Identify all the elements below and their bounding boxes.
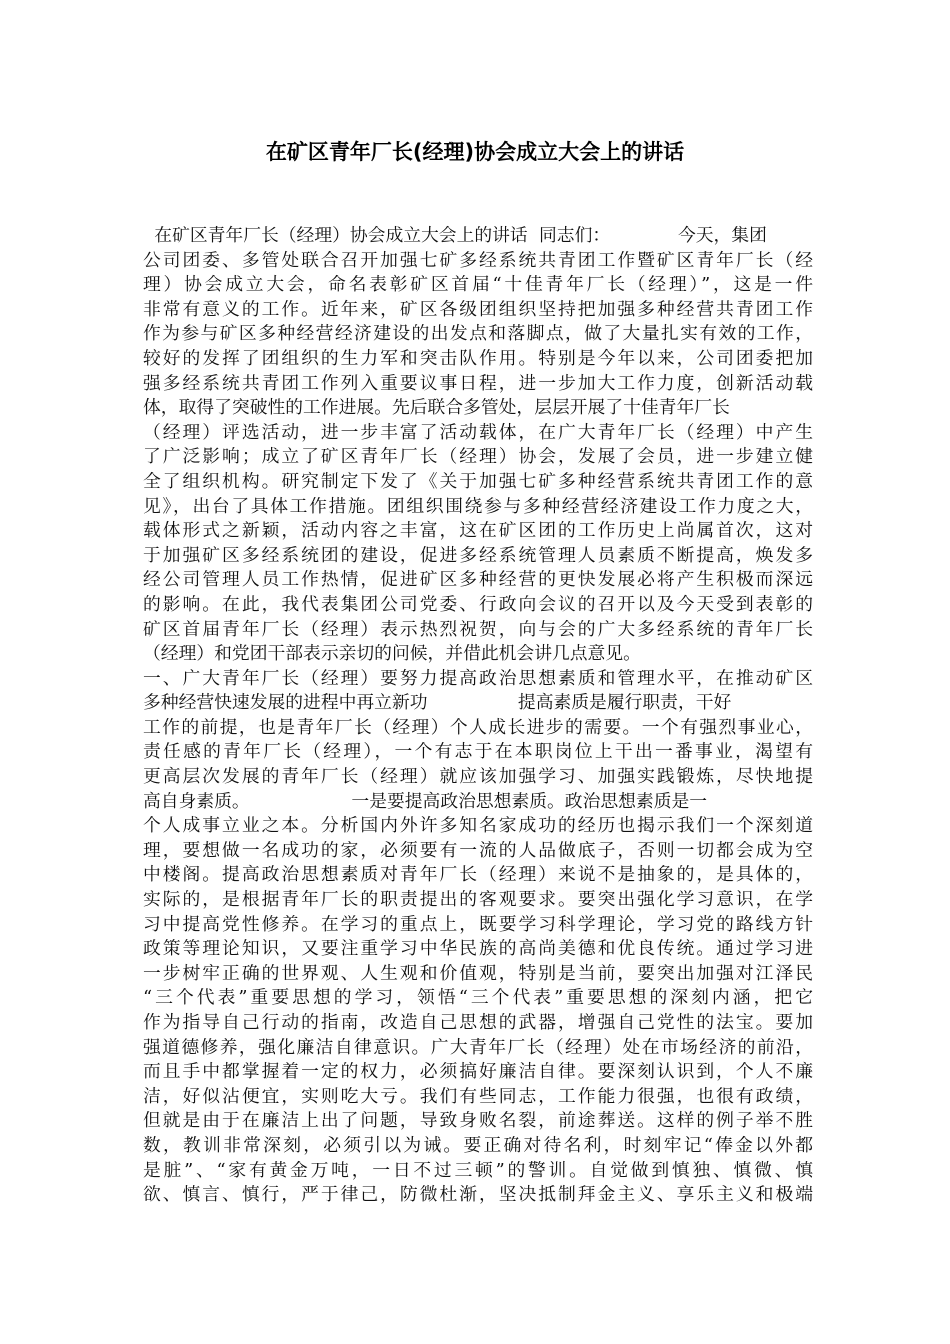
body-line: 理，要想做一名成功的家，必须要有一流的人品做底子，否则一切都会成为空 xyxy=(143,839,813,861)
body-line: 是脏”、“家有黄金万吨，一日不过三顿”的警训。自觉做到慎独、慎微、慎 xyxy=(143,1159,813,1181)
document-body xyxy=(143,224,813,1208)
body-line: 一步树牢正确的世界观、人生观和价值观，特别是当前，要突出加强对江泽民 xyxy=(143,962,813,984)
body-line: 习中提高党性修养。在学习的重点上，既要学习科学理论，学习党的路线方针 xyxy=(143,913,813,935)
body-line: 见》，出台了具体工作措施。团组织围绕参与多种经营经济建设工作力度之大， xyxy=(143,495,813,517)
body-line: 强多经系统共青团工作列入重要议事日程，进一步加大工作力度，创新活动载 xyxy=(143,372,813,394)
body-line: 经公司管理人员工作热情，促进矿区多种经营的更快发展必将产生积极而深远 xyxy=(143,569,813,591)
body-line: 了广泛影响；成立了矿区青年厂长（经理）协会，发展了会员，进一步建立健 xyxy=(143,446,813,468)
body-line: 作为参与矿区多种经营经济建设的出发点和落脚点，做了大量扎实有效的工作， xyxy=(143,323,813,345)
body-line: 责任感的青年厂长（经理），一个有志于在本职岗位上干出一番事业，渴望有 xyxy=(143,741,813,763)
body-line: （经理）和党团干部表示亲切的问候，并借此机会讲几点意见。 xyxy=(143,643,641,665)
document-title: 在矿区青年厂长(经理)协会成立大会上的讲话 xyxy=(265,140,685,164)
body-line: 政策等理论知识，又要注重学习中华民族的高尚美德和优良传统。通过学习进 xyxy=(143,938,813,960)
body-line: 而且手中都掌握着一定的权力，必须搞好廉洁自律。要深刻认识到，个人不廉 xyxy=(143,1061,813,1083)
body-line: 个人成事立业之本。分析国内外许多知名家成功的经历也揭示我们一个深刻道 xyxy=(143,815,813,837)
body-line: 强道德修养，强化廉洁自律意识。广大青年厂长（经理）处在市场经济的前沿， xyxy=(143,1036,813,1058)
body-line: 数，教训非常深刻，必须引以为诫。要正确对待名利，时刻牢记“俸金以外都 xyxy=(143,1134,813,1156)
body-line: 高自身素质。 一是要提高政治思想素质。政治思想素质是一 xyxy=(143,790,708,812)
body-line: 中楼阁。提高政治思想素质对青年厂长（经理）来说不是抽象的，是具体的， xyxy=(143,864,813,886)
body-line: 矿区首届青年厂长（经理）表示热烈祝贺，向与会的广大多经系统的青年厂长 xyxy=(143,618,813,640)
body-line: 在矿区青年厂长（经理）协会成立大会上的讲话 同志们： 今天，集团 xyxy=(143,225,767,246)
body-line: （经理）评选活动，进一步丰富了活动载体，在广大青年厂长（经理）中产生 xyxy=(143,421,813,443)
body-line: 欲、慎言、慎行，严于律己，防微杜渐，坚决抵制拜金主义、享乐主义和极端 xyxy=(143,1184,813,1206)
body-line: 公司团委、多管处联合召开加强七矿多经系统共青团工作暨矿区青年厂长（经 xyxy=(143,249,813,271)
body-line: 工作的前提，也是青年厂长（经理）个人成长进步的需要。一个有强烈事业心， xyxy=(143,716,813,738)
body-line: “三个代表”重要思想的学习，领悟“三个代表”重要思想的深刻内涵，把它 xyxy=(143,987,813,1009)
body-line: 较好的发挥了团组织的生力军和突击队作用。特别是今年以来，公司团委把加 xyxy=(143,347,813,369)
body-line: 全了组织机构。研究制定下发了《关于加强七矿多种经营系统共青团工作的意 xyxy=(143,470,813,492)
body-line: 但就是由于在廉洁上出了问题，导致身败名裂，前途葬送。这样的例子举不胜 xyxy=(143,1110,813,1132)
body-line: 体，取得了突破性的工作进展。先后联合多管处，层层开展了十佳青年厂长 xyxy=(143,397,730,419)
body-line: 于加强矿区多经系统团的建设，促进多经系统管理人员素质不断提高，焕发多 xyxy=(143,544,813,566)
body-line: 的影响。在此，我代表集团公司党委、行政向会议的召开以及今天受到表彰的 xyxy=(143,593,813,615)
body-line: 一、广大青年厂长（经理）要努力提高政治思想素质和管理水平，在推动矿区 xyxy=(143,667,813,689)
body-line: 多种经营快速发展的进程中再立新功 提高素质是履行职责，干好 xyxy=(143,692,732,714)
body-line: 实际的，是根据青年厂长的职责提出的客观要求。要突出强化学习意识，在学 xyxy=(143,889,813,911)
body-line: 更高层次发展的青年厂长（经理）就应该加强学习、加强实践锻炼，尽快地提 xyxy=(143,766,813,788)
body-line: 作为指导自己行动的指南，改造自己思想的武器，增强自己党性的法宝。要加 xyxy=(143,1012,813,1033)
body-line: 洁，好似沾便宜，实则吃大亏。我们有些同志，工作能力很强，也很有政绩， xyxy=(143,1085,813,1107)
body-line: 理）协会成立大会，命名表彰矿区首届“十佳青年厂长（经理）”，这是一件 xyxy=(143,274,813,296)
body-line: 载体形式之新颖，活动内容之丰富，这在矿区团的工作历史上尚属首次，这对 xyxy=(143,520,813,542)
body-line: 非常有意义的工作。近年来，矿区各级团组织坚持把加强多种经营共青团工作 xyxy=(143,298,813,320)
